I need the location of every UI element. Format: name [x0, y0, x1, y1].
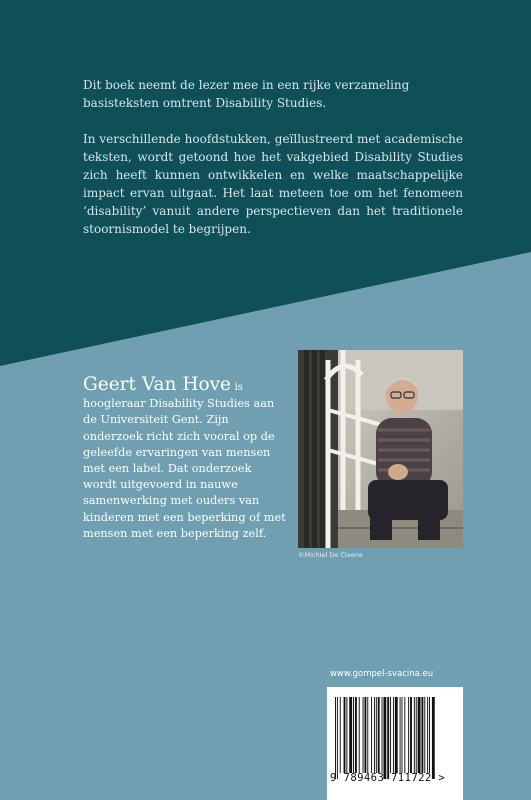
barcode-bar — [408, 697, 409, 773]
barcode-bar — [363, 697, 364, 773]
publisher-website[interactable]: www.gompel-svacina.eu — [329, 669, 434, 679]
barcode-bar — [376, 697, 377, 773]
author-bio-text: hoogleraar Disability Studies aan de Universiteit Gent. Zijn onderzoek richt zich vooral op de geleefde ervaringen van mensen met een label. Dat onderzoek wordt uitgevoerd in nauwe samenwerking met ouders van kinderen met een beperking of met mensen met een beperking zelf. — [83, 397, 286, 540]
intro-paragraph-2: In verschillende hoofdstukken, geïllustreerd met academische teksten, wordt getoond hoe het vakgebied Disability Studies zich heeft kunnen ontwikkelen en welke maatschappelijke impact ervan uitgaat. Het laat meteen toe om het fenomeen ‘disability’ vanuit andere perspectieven dan het traditionele stoornismodel te begrijpen. — [83, 132, 463, 236]
intro-paragraph-1: Dit boek neemt de lezer mee in een rijke verzameling basisteksten omtrent Disability Studies. — [83, 78, 410, 110]
barcode-bar — [416, 697, 417, 773]
barcode-bar — [371, 697, 372, 773]
author-bio-is: is — [234, 382, 243, 393]
barcode-bar — [382, 697, 383, 773]
barcode-bar — [390, 697, 391, 773]
barcode-bar — [414, 697, 415, 773]
barcode-bar — [404, 697, 405, 773]
barcode-bar — [374, 697, 375, 773]
barcode-bar — [340, 697, 341, 773]
barcode-bar — [429, 697, 430, 773]
barcode-bar — [367, 697, 368, 773]
barcode-bar — [353, 697, 354, 773]
barcode-bars — [335, 697, 455, 779]
barcode-bar — [402, 697, 403, 773]
barcode-bar — [337, 697, 338, 779]
barcode-bar — [400, 697, 401, 773]
barcode-bar — [349, 697, 352, 773]
author-bio — [83, 374, 288, 542]
barcode-bar — [335, 697, 336, 779]
photo-credit: ©Michiel De Cleene — [298, 551, 363, 559]
isbn-chevron: > — [438, 772, 446, 784]
isbn-digits: 9 789463 711722 — [330, 772, 432, 784]
barcode-bar — [346, 697, 347, 773]
barcode-bar — [383, 697, 386, 779]
barcode-bar — [378, 697, 380, 773]
barcode-bar — [421, 697, 423, 773]
author-photo — [298, 350, 463, 548]
barcode-bar — [364, 697, 366, 773]
barcode-bar — [410, 697, 412, 773]
barcode-bar — [387, 697, 389, 779]
barcode-bar — [355, 697, 357, 773]
isbn-number — [330, 772, 463, 784]
author-portrait-image — [298, 350, 463, 548]
intro-text — [83, 76, 463, 256]
barcode — [327, 687, 463, 800]
barcode-bar — [424, 697, 425, 773]
barcode-bar — [427, 697, 428, 773]
author-name: Geert Van Hove — [83, 374, 231, 395]
barcode-bar — [344, 697, 346, 773]
barcode-bar — [418, 697, 421, 773]
barcode-bar — [432, 697, 435, 779]
barcode-bar — [395, 697, 398, 773]
barcode-bar — [359, 697, 360, 773]
barcode-bar — [393, 697, 394, 773]
